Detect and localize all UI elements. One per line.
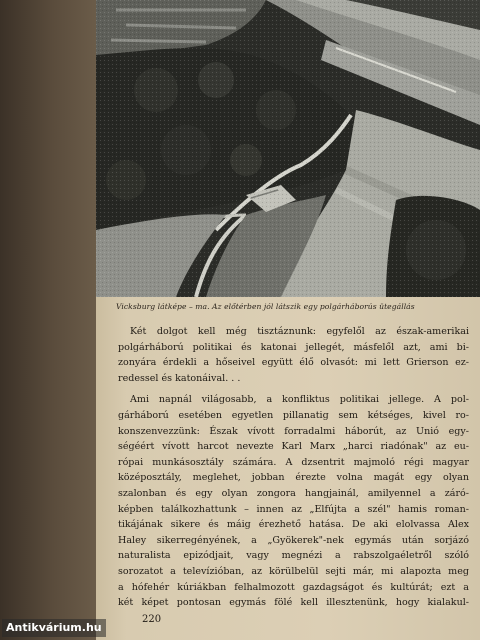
aerial-photo-image — [96, 0, 480, 297]
photo-caption: Vicksburg látképe – ma. Az előtérben jól látszik egy polgárháborús ütegállás — [116, 302, 415, 311]
text-line: redessel és katonáival. . . — [118, 372, 241, 384]
paragraph-2 — [118, 392, 469, 610]
text-line: ségéért vívott harcot nevezte Karl Marx „harci riadónak" az eu- — [118, 441, 469, 453]
text-line: Két dolgot kell még tisztáznunk: egyfelől az észak-amerikai — [130, 326, 469, 337]
text-line: zonyára érdekli a hőseivel együtt élő olvasót: mi lett Grierson ez- — [118, 357, 469, 369]
paragraph-1 — [118, 324, 469, 386]
text-line: szalonban és egy olyan zongora hangjainál, amilyennel a záró- — [118, 487, 469, 499]
text-line: képben találkozhattunk – innen az „Elfújta a szél" hamis roman- — [118, 503, 469, 515]
text-line: két képet pontosan egymás fölé kell illesztenünk, hogy kialakul- — [118, 597, 469, 609]
watermark-logo: Antikvárium.hu — [2, 619, 106, 637]
page-number: 220 — [142, 614, 162, 625]
body-text — [118, 324, 469, 611]
text-line: Ami napnál világosabb, a konfliktus politikai jellege. A pol- — [130, 394, 469, 406]
text-line: sorozatot a televízióban, az körülbelül sejti már, mi alapozta meg — [118, 565, 469, 577]
text-line: naturalista epizódjait, vagy megnézi a rabszolgaéletről szóló — [118, 550, 469, 562]
text-line: polgárháború politikai és katonai jellegét, másfelől azt, ami bi- — [118, 341, 469, 353]
text-line: a hófehér kúriákban felhalmozott gazdagságot és kultúrát; ezt a — [118, 581, 469, 593]
text-line: gárháború esetében egyetlen pillanatig sem kétséges, kivel ro- — [118, 409, 469, 421]
text-line: Haley sikerregényének, a „Gyökerek"-nek egymás után sorjázó — [118, 534, 469, 546]
text-line: középosztály, meglehet, jobban érezte volna magát egy olyan — [118, 472, 469, 484]
book-page — [96, 0, 480, 640]
aerial-photo-vicksburg — [96, 0, 480, 297]
text-line: rópai munkásosztály számára. A dzsentrit majmoló régi magyar — [118, 456, 469, 468]
text-line: tikájának sikere és máig érezhető hatása. De aki elolvassa Alex — [118, 519, 469, 531]
text-line: konszenvezzünk: Észak vívott forradalmi háborút, az Unió egy- — [118, 425, 469, 437]
book-gutter — [0, 0, 96, 640]
